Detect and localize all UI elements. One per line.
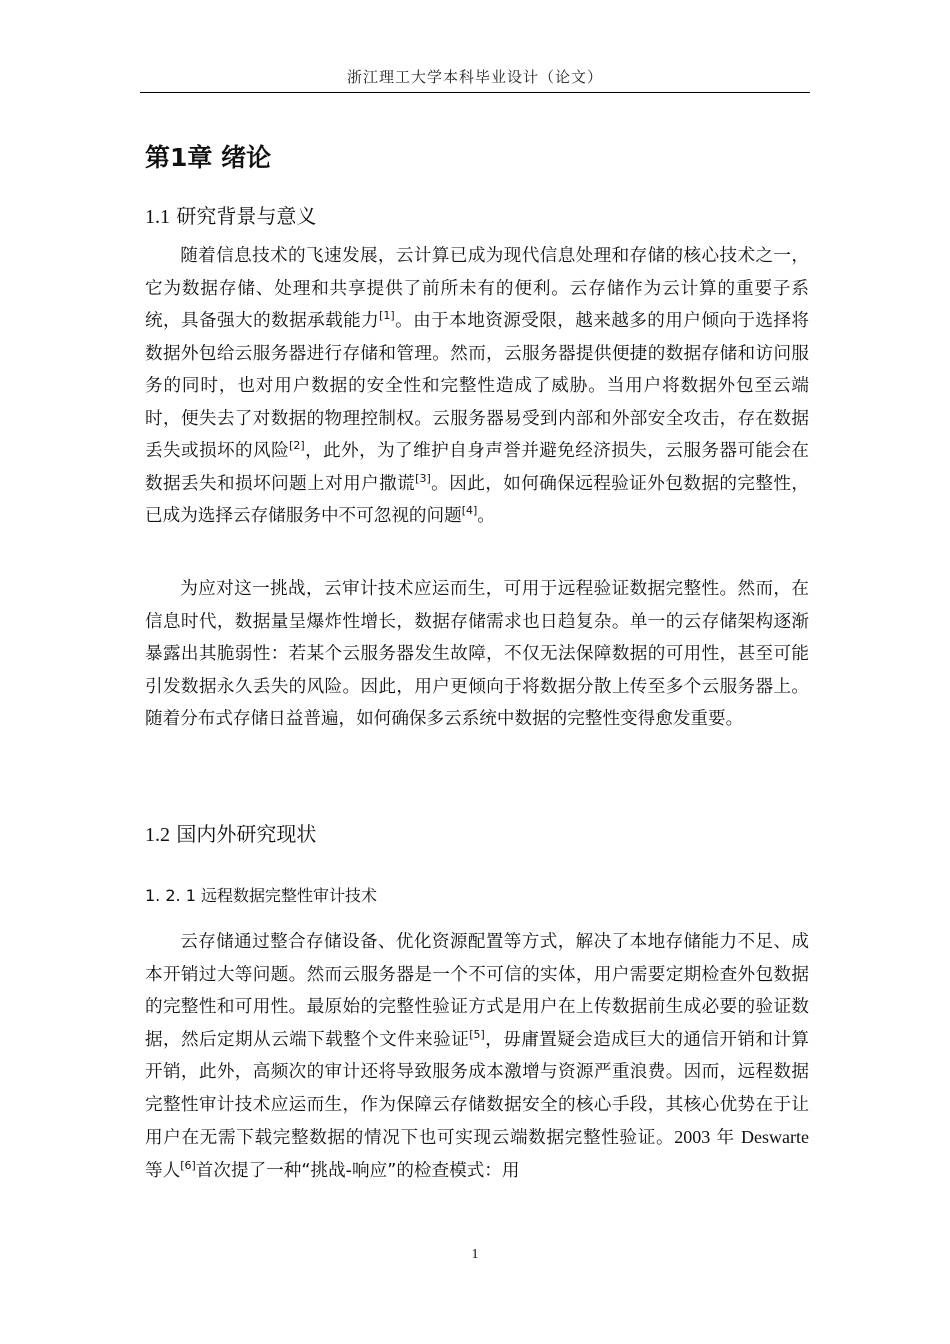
citation-ref: [4] (461, 504, 478, 517)
paragraph-3 (145, 926, 809, 1187)
section-title: 研究背景与意义 (176, 204, 317, 228)
header-rule (140, 92, 810, 93)
paragraph-text: 。由于本地资源受限，越来越多的用户倾向于选择将数据外包给云服务器进行存储和管理。然而，云服务器提供便捷的数据存储和访问服务的同时，也对用户数据的安全性和完整性造成了威胁。当用户将数据外包至云端时，便失去了对数据的物理控制权。云服务器易受到内部和外部安全攻击，存在数据丢失或损坏的风险 (145, 311, 809, 461)
citation-ref: [3] (415, 471, 431, 485)
subsection-title: 远程数据完整性审计技术 (200, 886, 377, 905)
running-header: 浙江理工大学本科毕业设计（论文） (346, 68, 603, 86)
paragraph-text: 。 (477, 506, 495, 526)
section-heading-1-2 (145, 818, 316, 847)
citation-ref: [1] (379, 309, 395, 322)
section-heading-1-1 (145, 200, 316, 229)
paragraph-text: 首次提了一种“挑战-响应”的检查模式：用 (195, 1160, 520, 1181)
page-number: 1 (471, 1247, 479, 1262)
citation-ref: [2] (289, 439, 305, 452)
section-number: 1.2 (145, 824, 170, 846)
paragraph-1 (145, 240, 809, 533)
citation-ref: [6] (180, 1158, 196, 1172)
year-text: 2003 (674, 1127, 711, 1147)
paragraph-2: 为应对这一挑战，云审计技术应运而生，可用于远程验证数据完整性。然而，在信息时代，数据量呈爆炸性增长，数据存储需求也日趋复杂。单一的云存储架构逐渐暴露出其脆弱性：若某个云服务器发生故障，不仅无法保障数据的可用性，甚至可能引发数据永久丢失的风险。因此，用户更倾向于将数据分散上传至多个云服务器上。随着分布式存储日益普遍，如何确保多云系统中数据的完整性变得愈发重要。 (145, 579, 809, 729)
subsection-number: 1. 2. 1 (145, 886, 196, 905)
paragraph-text: ，此外，为了维护自身声誉并避免经济损失，云服务器可能会在数据丢失和损坏问题上对用户撒谎 (145, 441, 809, 494)
paragraph-text: 年 (710, 1128, 742, 1148)
paragraph-text: ，毋庸置疑会造成巨大的通信开销和计算开销，此外，高频次的审计还将导致服务成本激增与资源严重浪费。因而，远程数据完整性审计技术应运而生，作为保障云存储数据安全的核心手段，其核心优势在于让用户在无需下载完整数据的情况下也可实现云端数据完整性验证。 (145, 1029, 809, 1148)
paragraph-text: 。因此，如何确保远程验证外包数据的完整性，已成为选择云存储服务中不可忽视的问题 (145, 473, 809, 526)
section-title: 国内外研究现状 (176, 822, 317, 846)
subsection-heading-1-2-1 (145, 883, 377, 906)
section-number: 1.1 (145, 206, 170, 228)
chapter-title: 第1章 绪论 (145, 143, 272, 172)
paragraph-text: 随着信息技术的飞速发展，云计算已成为现代信息处理和存储的核心技术之一，它为数据存储、处理和共享提供了前所未有的便利。云存储作为云计算的重要子系统，具备强大的数据承载能力 (145, 246, 809, 331)
citation-ref: [5] (469, 1027, 485, 1041)
author-name: Deswarte (741, 1127, 809, 1147)
paragraph-text: 云存储通过整合存储设备、优化资源配置等方式，解决了本地存储能力不足、成本开销过大等问题。然而云服务器是一个不可信的实体，用户需要定期检查外包数据的完整性和可用性。最原始的完整性验证方式是用户在上传数据前生成必要的验证数据，然后定期从云端下载整个文件来验证 (145, 932, 809, 1050)
paragraph-text: 等人 (145, 1160, 181, 1181)
